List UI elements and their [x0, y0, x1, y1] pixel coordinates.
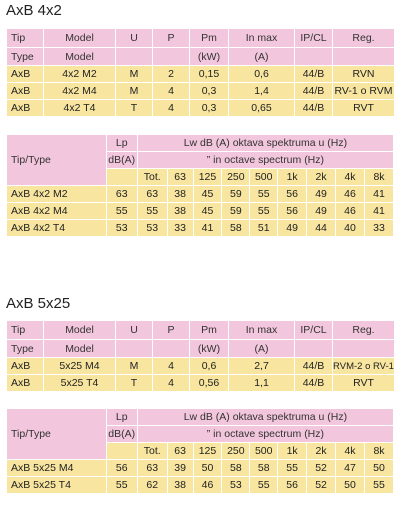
- band-header: 125: [193, 169, 222, 186]
- lw-header: Lw dB (A) oktava spektruma u (Hz): [137, 409, 393, 426]
- table-cell: 50: [193, 460, 222, 477]
- table-cell: RVM-2 o RV-1: [333, 358, 395, 375]
- table-cell: 41: [364, 186, 393, 203]
- lw-subheader: ” in octave spectrum (Hz): [137, 426, 393, 443]
- table-cell: RVT: [333, 100, 395, 117]
- header-cell: (kW): [190, 48, 229, 66]
- table-cell: 58: [222, 460, 250, 477]
- table-cell: 0,6: [190, 358, 229, 375]
- table-cell: T: [116, 375, 153, 392]
- band-header: 500: [250, 443, 278, 460]
- empty-cell: [106, 169, 137, 186]
- table-cell: 2,7: [229, 358, 295, 375]
- table-cell: 1,4: [229, 83, 295, 100]
- band-header: Tot.: [137, 169, 167, 186]
- table-cell: 50: [336, 477, 365, 494]
- table-cell: 38: [167, 186, 193, 203]
- band-header: 63: [167, 169, 193, 186]
- table-cell: AxB: [7, 66, 44, 83]
- table-row: [7, 100, 395, 117]
- table-cell: 44/B: [295, 66, 333, 83]
- table-cell: 58: [222, 220, 250, 237]
- model-cell: AxB 4x2 M2: [7, 186, 107, 203]
- table-cell: 5x25 M4: [44, 358, 116, 375]
- table-cell: 45: [193, 203, 222, 220]
- table-cell: 0,3: [190, 83, 229, 100]
- band-header: 8k: [364, 169, 393, 186]
- table-cell: 58: [250, 460, 278, 477]
- table-row: [7, 375, 395, 392]
- table-cell: 45: [193, 186, 222, 203]
- table-cell: AxB: [7, 100, 44, 117]
- table-row: [7, 186, 394, 203]
- lw-header: Lw dB (A) oktava spektruma u (Hz): [137, 135, 393, 152]
- table-cell: 39: [167, 460, 193, 477]
- band-header: 2k: [307, 443, 336, 460]
- table-cell: 59: [222, 186, 250, 203]
- table-cell: 49: [278, 220, 307, 237]
- band-header: 2k: [307, 169, 336, 186]
- table-row: [7, 83, 395, 100]
- header-cell: P: [153, 321, 190, 340]
- table-cell: 38: [167, 477, 193, 494]
- header-cell: Tip: [7, 29, 44, 48]
- table-cell: 55: [106, 477, 137, 494]
- tip-type-header: Tip/Type: [7, 135, 107, 186]
- table-cell: T: [116, 100, 153, 117]
- header-row: [7, 48, 395, 66]
- table-cell: 55: [250, 203, 278, 220]
- noise-table-5x25: [6, 408, 394, 494]
- header-cell: Tip: [7, 321, 44, 340]
- header-cell: [333, 48, 395, 66]
- table-cell: 40: [336, 220, 365, 237]
- header-cell: In max: [229, 321, 295, 340]
- table-cell: 4x2 M4: [44, 83, 116, 100]
- table-cell: 56: [278, 477, 307, 494]
- table-cell: 53: [222, 477, 250, 494]
- header-cell: Model: [44, 340, 116, 358]
- table-cell: 46: [336, 186, 365, 203]
- model-cell: AxB 4x2 T4: [7, 220, 107, 237]
- table-cell: RVN: [333, 66, 395, 83]
- table-cell: 63: [137, 460, 167, 477]
- header-cell: In max: [229, 29, 295, 48]
- header-row: [7, 340, 395, 358]
- header-cell: (kW): [190, 340, 229, 358]
- header-cell: IP/CL: [295, 321, 333, 340]
- lp-unit-header: dB(A): [106, 426, 137, 443]
- table-cell: 50: [364, 460, 393, 477]
- header-cell: (A): [229, 340, 295, 358]
- table-cell: 0,15: [190, 66, 229, 83]
- header-cell: [116, 48, 153, 66]
- header-cell: Pm: [190, 321, 229, 340]
- table-cell: 52: [307, 477, 336, 494]
- table-cell: 4: [153, 100, 190, 117]
- header-row: [7, 29, 395, 48]
- table-cell: M: [116, 358, 153, 375]
- band-header: 4k: [336, 443, 365, 460]
- table-cell: 55: [250, 477, 278, 494]
- band-header: 1k: [278, 169, 307, 186]
- header-cell: U: [116, 29, 153, 48]
- band-header: 8k: [364, 443, 393, 460]
- model-cell: AxB 4x2 M4: [7, 203, 107, 220]
- empty-cell: [106, 443, 137, 460]
- table-row: [7, 220, 394, 237]
- table-row: [7, 460, 394, 477]
- header-cell: Model: [44, 29, 116, 48]
- header-cell: Model: [44, 48, 116, 66]
- table-cell: 49: [307, 186, 336, 203]
- section-title-axb-5x25: AxB 5x25: [6, 295, 71, 312]
- table-cell: M: [116, 66, 153, 83]
- header-row: [7, 321, 395, 340]
- band-header: Tot.: [137, 443, 167, 460]
- header-cell: [153, 340, 190, 358]
- table-cell: M: [116, 83, 153, 100]
- table-cell: 41: [364, 203, 393, 220]
- table-cell: 0,3: [190, 100, 229, 117]
- table-cell: RVT: [333, 375, 395, 392]
- table-cell: 46: [336, 203, 365, 220]
- table-cell: 53: [106, 220, 137, 237]
- table-row: [7, 66, 395, 83]
- table-cell: 0,56: [190, 375, 229, 392]
- table-cell: 56: [106, 460, 137, 477]
- header-cell: [153, 48, 190, 66]
- lp-header: Lp: [106, 409, 137, 426]
- section-title-axb-4x2: AxB 4x2: [6, 2, 62, 19]
- table-cell: 4: [153, 375, 190, 392]
- table-row: [7, 358, 395, 375]
- noise-table-4x2: [6, 134, 394, 237]
- table-cell: 49: [307, 203, 336, 220]
- header-cell: U: [116, 321, 153, 340]
- header-cell: Type: [7, 340, 44, 358]
- table-cell: 55: [137, 203, 167, 220]
- table-cell: 2: [153, 66, 190, 83]
- table-cell: 1,1: [229, 375, 295, 392]
- header-cell: [295, 48, 333, 66]
- header-row: [7, 409, 394, 426]
- model-cell: AxB 5x25 T4: [7, 477, 107, 494]
- table-cell: 4x2 T4: [44, 100, 116, 117]
- table-cell: 44/B: [295, 375, 333, 392]
- table-cell: 52: [307, 460, 336, 477]
- table-cell: 5x25 T4: [44, 375, 116, 392]
- table-cell: 44/B: [295, 358, 333, 375]
- table-cell: 62: [137, 477, 167, 494]
- table-cell: 59: [222, 203, 250, 220]
- table-cell: 4: [153, 358, 190, 375]
- table-cell: 44/B: [295, 83, 333, 100]
- table-cell: 47: [336, 460, 365, 477]
- lp-unit-header: dB(A): [106, 152, 137, 169]
- header-cell: [333, 340, 395, 358]
- band-header: 125: [193, 443, 222, 460]
- header-cell: Model: [44, 321, 116, 340]
- table-cell: 53: [137, 220, 167, 237]
- table-cell: 33: [364, 220, 393, 237]
- table-cell: 63: [106, 186, 137, 203]
- header-cell: Reg.: [333, 321, 395, 340]
- lw-subheader: ” in octave spectrum (Hz): [137, 152, 393, 169]
- table-cell: 56: [278, 186, 307, 203]
- band-header: 63: [167, 443, 193, 460]
- tip-type-header: Tip/Type: [7, 409, 107, 460]
- table-cell: 55: [106, 203, 137, 220]
- table-cell: AxB: [7, 375, 44, 392]
- table-row: [7, 203, 394, 220]
- header-row: [7, 135, 394, 152]
- model-cell: AxB 5x25 M4: [7, 460, 107, 477]
- band-header: 1k: [278, 443, 307, 460]
- band-header: 250: [222, 169, 250, 186]
- table-cell: AxB: [7, 83, 44, 100]
- table-cell: 51: [250, 220, 278, 237]
- table-cell: 63: [137, 186, 167, 203]
- table-cell: 4x2 M2: [44, 66, 116, 83]
- band-header: 4k: [336, 169, 365, 186]
- table-cell: 4: [153, 83, 190, 100]
- spec-table-4x2: [6, 28, 395, 117]
- header-cell: Pm: [190, 29, 229, 48]
- header-cell: IP/CL: [295, 29, 333, 48]
- table-cell: RV-1 o RVM: [333, 83, 395, 100]
- header-cell: [295, 340, 333, 358]
- header-cell: (A): [229, 48, 295, 66]
- table-cell: 44/B: [295, 100, 333, 117]
- lp-header: Lp: [106, 135, 137, 152]
- spec-table-5x25: [6, 320, 395, 392]
- table-cell: 55: [250, 186, 278, 203]
- header-cell: [116, 340, 153, 358]
- table-cell: 0,65: [229, 100, 295, 117]
- table-cell: 41: [193, 220, 222, 237]
- header-cell: Reg.: [333, 29, 395, 48]
- table-cell: 56: [278, 203, 307, 220]
- band-header: 500: [250, 169, 278, 186]
- table-cell: 33: [167, 220, 193, 237]
- table-cell: 0,6: [229, 66, 295, 83]
- table-cell: 55: [278, 460, 307, 477]
- band-header: 250: [222, 443, 250, 460]
- table-cell: 44: [307, 220, 336, 237]
- table-cell: 46: [193, 477, 222, 494]
- table-cell: AxB: [7, 358, 44, 375]
- header-cell: P: [153, 29, 190, 48]
- table-cell: 55: [364, 477, 393, 494]
- header-cell: Type: [7, 48, 44, 66]
- table-cell: 38: [167, 203, 193, 220]
- table-row: [7, 477, 394, 494]
